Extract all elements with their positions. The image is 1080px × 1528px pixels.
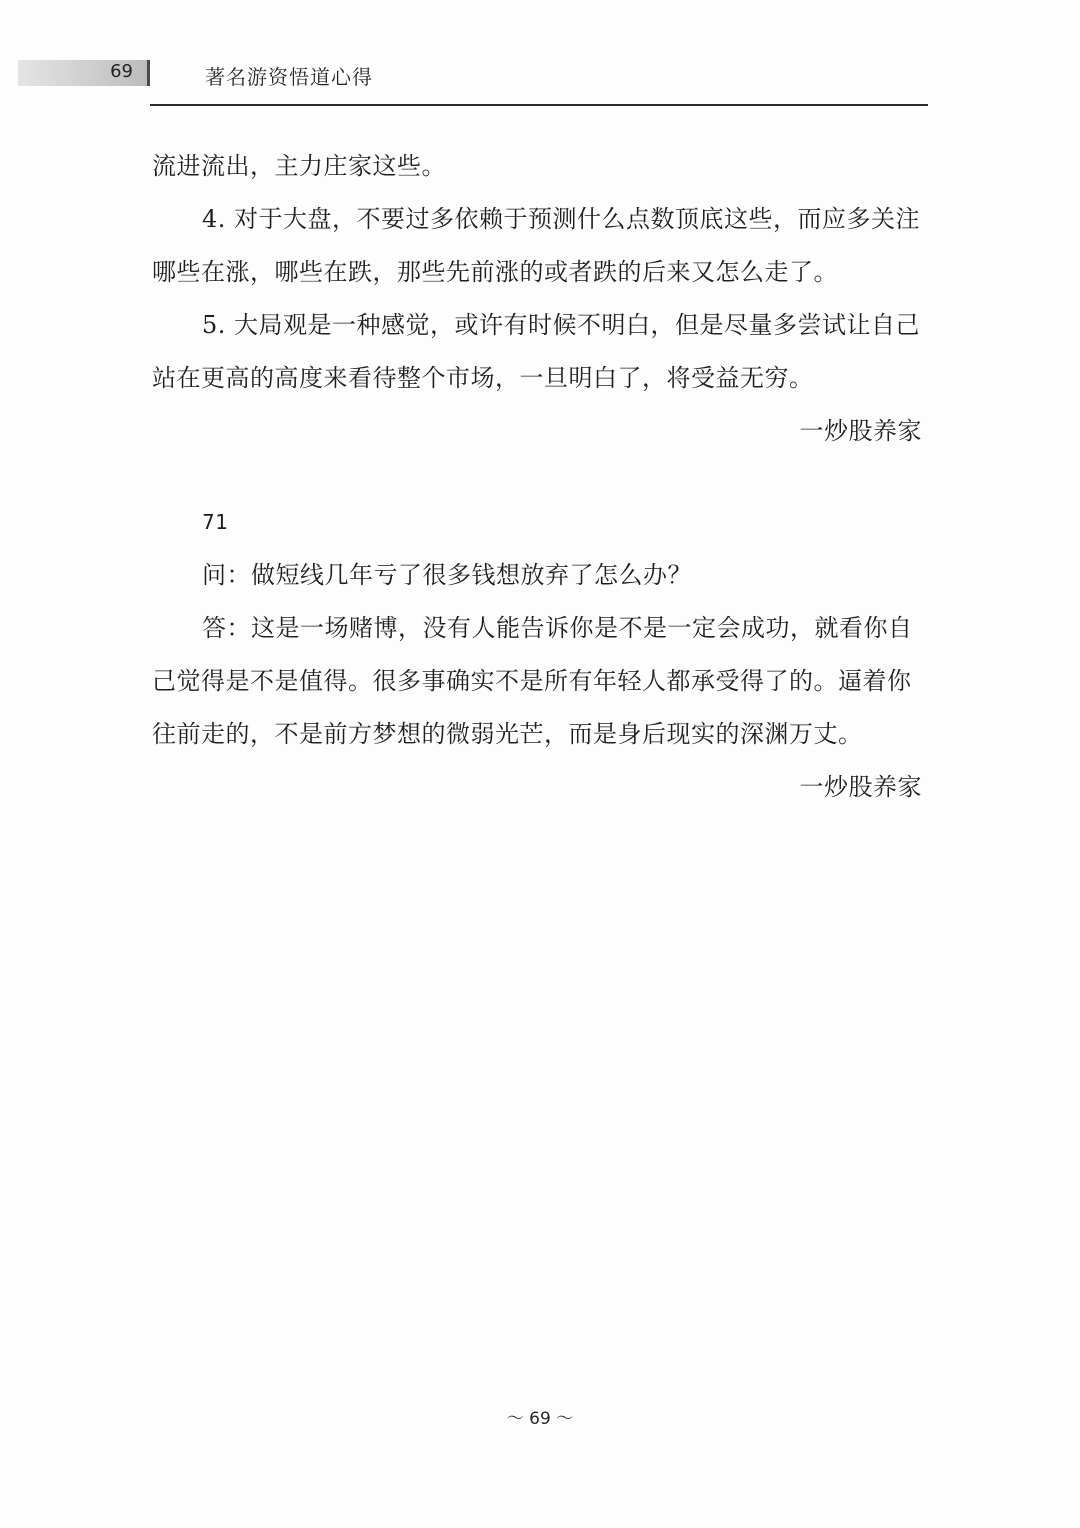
- signature-2: 一炒股养家: [799, 773, 922, 801]
- paragraph-item-4: 4. 对于大盘，不要过多依赖于预测什么点数顶底这些，而应多关注哪些在涨，哪些在跌，那些先前涨的或者跌的后来又怎么走了。: [152, 205, 921, 286]
- header-divider: [150, 104, 928, 106]
- header-page-tab: [18, 60, 150, 86]
- header-page-number: 69: [110, 61, 133, 82]
- header-book-title: 著名游资悟道心得: [205, 65, 373, 89]
- question-paragraph: 问：做短线几年亏了很多钱想放弃了怎么办？: [202, 561, 692, 589]
- signature-1: 一炒股养家: [799, 417, 922, 445]
- entry-number: 71: [202, 510, 229, 534]
- paragraph-item-5: 5. 大局观是一种感觉，或许有时候不明白，但是尽量多尝试让自己站在更高的高度来看待整个市场，一旦明白了，将受益无穷。: [152, 311, 921, 392]
- continuation-paragraph: 流进流出，主力庄家这些。: [152, 152, 446, 180]
- section-spacer: [152, 458, 928, 496]
- page-body: [152, 140, 928, 814]
- answer-paragraph: 答：这是一场赌博，没有人能告诉你是不是一定会成功，就看你自己觉得是不是值得。很多事确实不是所有年轻人都承受得了的。逼着你往前走的，不是前方梦想的微弱光芒，而是身后现实的深渊万丈。: [152, 614, 913, 748]
- footer-page-number: ～ 69 ～: [506, 1409, 574, 1429]
